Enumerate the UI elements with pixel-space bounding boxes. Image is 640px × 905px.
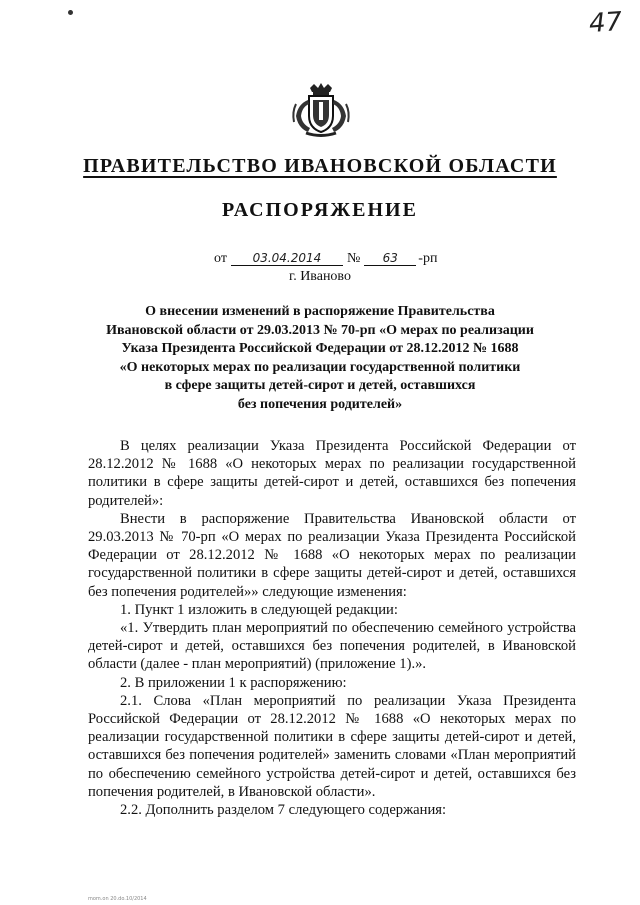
scan-speck [68,10,73,15]
government-title: ПРАВИТЕЛЬСТВО ИВАНОВСКОЙ ОБЛАСТИ [83,155,557,177]
city-line: г. Иваново [289,269,351,284]
handwritten-page-mark: 47 [587,6,624,40]
scan-footer-note: mom.on 20.do.10/2014 [88,896,147,902]
document-body [88,437,576,819]
date-number-line [214,251,437,267]
heading-line: О внесении изменений в распоряжение Правительства [145,304,495,319]
number-suffix: -рп [418,251,438,266]
handwritten-number: 63 [364,251,416,266]
paragraph-item-1: 1. Пункт 1 изложить в следующей редакции: [120,601,398,618]
coat-of-arms-icon [290,82,352,138]
heading-line: без попечения родителей» [237,396,403,412]
number-sign: № [346,251,361,266]
heading-line: «О некоторых мерах по реализации государственной политики [119,359,521,375]
document-type-title: РАСПОРЯЖЕНИЕ [222,199,418,221]
paragraph-item-2-1: 2.1. Слова «План мероприятий по реализации Указа Президента Российской Федерации от 28.12.2012 № 1688 «О некоторых мерах по реализации государственной политики в сфере защиты детей-сирот и детей, оставшихся без попечения родителей» заменить словами «План мероприятий по обеспечению семейного устройства детей-сирот и детей, оставшихся без попечения родителей, в Ивановской области». [88,692,576,800]
paragraph-item-2-2: 2.2. Дополнить разделом 7 следующего содержания: [120,802,447,819]
paragraph-item-1-text: «1. Утвердить план мероприятий по обеспечению семейного устройства детей-сирот и детей, оставшихся без попечения родителей, в Ивановской области (далее - план мероприятий) (приложение 1).». [88,620,576,673]
paragraph-amend-intro: Внести в распоряжение Правительства Ивановской области от 29.03.2013 № 70-рп «О мерах по реализации Указа Президента Российской Федерации от 28.12.2012 № 1688 «О некоторых мерах по реализации государственной политики в сфере защиты детей-сирот и детей, оставшихся без попечения родителей»» следующие изменения: [88,510,576,600]
date-prefix: от [214,251,227,266]
heading-line: Указа Президента Российской Федерации от 28.12.2012 № 1688 [121,341,519,357]
document-heading [80,303,560,415]
paragraph-item-2: 2. В приложении 1 к распоряжению: [120,674,347,691]
heading-line: Ивановской области от 29.03.2013 № 70-рп «О мерах по реализации [106,322,534,338]
heading-line: в сфере защиты детей-сирот и детей, оставшихся [164,378,476,394]
paragraph-preamble: В целях реализации Указа Президента Российской Федерации от 28.12.2012 № 1688 «О некоторых мерах по реализации государственной политики в сфере защиты детей-сирот и детей, оставшихся без попечения родителей»: [88,438,576,509]
handwritten-date: 03.04.2014 [231,251,343,266]
